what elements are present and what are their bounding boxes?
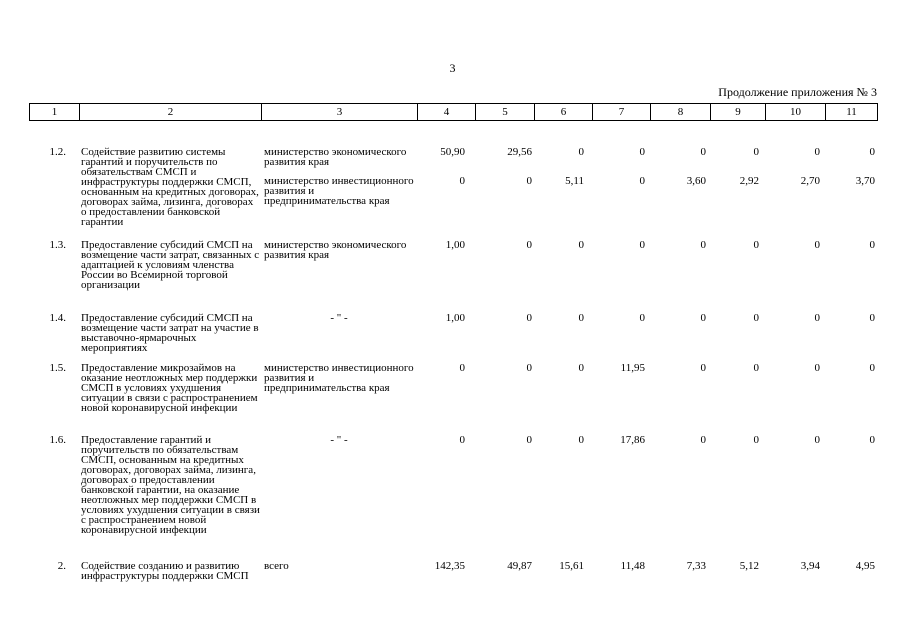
value-col-9: 0: [753, 146, 759, 158]
responsible-org: министерство инвестиционного развития и предпринимательства края: [264, 175, 414, 207]
value-col-7: 0: [639, 239, 645, 251]
value-col-10: 0: [814, 362, 820, 374]
header-col-6: 6: [535, 104, 593, 121]
header-col-2: 2: [80, 104, 262, 121]
responsible-org: министерство инвестиционного развития и предпринимательства края: [264, 362, 414, 394]
value-col-11: 0: [869, 362, 875, 374]
value-col-8: 3,60: [686, 175, 706, 187]
row-description: Содействие развитию системы гарантий и поручительств по обязательствам СМСП и инфраструктуры поддержки СМСП, основанным на кредитных договорах, договорах займа, лизинга, договорах о предоставлении банковской гарантии: [81, 146, 259, 228]
row-number: 1.5.: [49, 362, 66, 374]
row-number: 2.: [57, 560, 66, 572]
responsible-org: всего: [264, 560, 289, 572]
row-number: 1.3.: [49, 239, 66, 251]
value-col-8: 0: [700, 434, 706, 446]
value-col-5: 0: [526, 362, 532, 374]
value-col-8: 0: [700, 362, 706, 374]
value-col-5: 0: [526, 239, 532, 251]
value-col-7: 11,95: [620, 362, 645, 374]
value-col-4: 50,90: [440, 146, 465, 158]
header-col-5: 5: [476, 104, 535, 121]
value-col-5: 29,56: [507, 146, 532, 158]
value-col-8: 0: [700, 312, 706, 324]
page-number: 3: [449, 61, 456, 75]
value-col-8: 0: [700, 146, 706, 158]
row-description: Предоставление микрозаймов на оказание неотложных мер поддержки СМСП в условиях ухудшения ситуации в связи с распространением новой коронавирусной инфекции: [81, 362, 258, 414]
value-col-6: 0: [578, 434, 584, 446]
value-col-7: 17,86: [620, 434, 645, 446]
header-col-3: 3: [262, 104, 418, 121]
row-description: Содействие созданию и развитию инфраструктуры поддержки СМСП: [81, 560, 249, 582]
row-description: Предоставление гарантий и поручительств по обязательствам СМСП, основанным на кредитных договорах, договорах займа, лизинга, договорах о предоставлении банковской гарантии, на оказание неотложных мер поддержки СМСП в условиях ухудшения ситуации в связи с распространением новой коронавирусной инфекции: [81, 434, 260, 536]
value-col-4: 142,35: [434, 560, 465, 572]
value-col-6: 5,11: [565, 175, 584, 187]
value-col-9: 0: [753, 362, 759, 374]
responsible-org: министерство экономического развития края: [264, 239, 407, 261]
value-col-8: 7,33: [686, 560, 706, 572]
value-col-9: 0: [753, 312, 759, 324]
value-col-4: 0: [459, 362, 465, 374]
header-col-4: 4: [418, 104, 476, 121]
column-number-header: [29, 103, 878, 121]
value-col-10: 0: [814, 239, 820, 251]
value-col-11: 0: [869, 312, 875, 324]
value-col-8: 0: [700, 239, 706, 251]
row-number: 1.2.: [49, 146, 66, 158]
row-description: Предоставление субсидий СМСП на возмещение части затрат на участие в выставочно-ярмарочных мероприятиях: [81, 312, 259, 354]
value-col-4: 0: [459, 434, 465, 446]
value-col-11: 4,95: [855, 560, 875, 572]
value-col-4: 1,00: [445, 312, 465, 324]
header-col-10: 10: [766, 104, 826, 121]
responsible-org: министерство экономического развития края: [264, 146, 407, 168]
row-description: Предоставление субсидий СМСП на возмещение части затрат, связанных с адаптацией к условиям членства России во Всемирной торговой организации: [81, 239, 260, 291]
value-col-10: 0: [814, 312, 820, 324]
header-col-8: 8: [651, 104, 711, 121]
header-col-11: 11: [826, 104, 878, 121]
value-col-9: 5,12: [739, 560, 759, 572]
value-col-7: 0: [639, 175, 645, 187]
value-col-11: 0: [869, 146, 875, 158]
header-col-9: 9: [711, 104, 766, 121]
value-col-4: 1,00: [445, 239, 465, 251]
header-col-7: 7: [593, 104, 651, 121]
value-col-10: 0: [814, 146, 820, 158]
value-col-7: 11,48: [620, 560, 645, 572]
value-col-6: 0: [578, 312, 584, 324]
value-col-6: 0: [578, 239, 584, 251]
row-number: 1.6.: [49, 434, 66, 446]
row-number: 1.4.: [49, 312, 66, 324]
value-col-9: 2,92: [739, 175, 759, 187]
value-col-6: 0: [578, 146, 584, 158]
value-col-11: 3,70: [855, 175, 875, 187]
value-col-5: 0: [526, 175, 532, 187]
continuation-caption: Продолжение приложения № 3: [718, 85, 877, 99]
value-col-5: 0: [526, 434, 532, 446]
value-col-5: 49,87: [507, 560, 532, 572]
value-col-9: 0: [753, 434, 759, 446]
value-col-7: 0: [639, 312, 645, 324]
responsible-org: - " -: [330, 434, 348, 446]
value-col-11: 0: [869, 434, 875, 446]
responsible-org: - " -: [330, 312, 348, 324]
value-col-7: 0: [639, 146, 645, 158]
value-col-6: 0: [578, 362, 584, 374]
value-col-11: 0: [869, 239, 875, 251]
value-col-9: 0: [753, 239, 759, 251]
value-col-10: 0: [814, 434, 820, 446]
value-col-5: 0: [526, 312, 532, 324]
value-col-10: 2,70: [800, 175, 820, 187]
value-col-10: 3,94: [800, 560, 820, 572]
header-col-1: 1: [30, 104, 80, 121]
value-col-6: 15,61: [559, 560, 584, 572]
value-col-4: 0: [459, 175, 465, 187]
